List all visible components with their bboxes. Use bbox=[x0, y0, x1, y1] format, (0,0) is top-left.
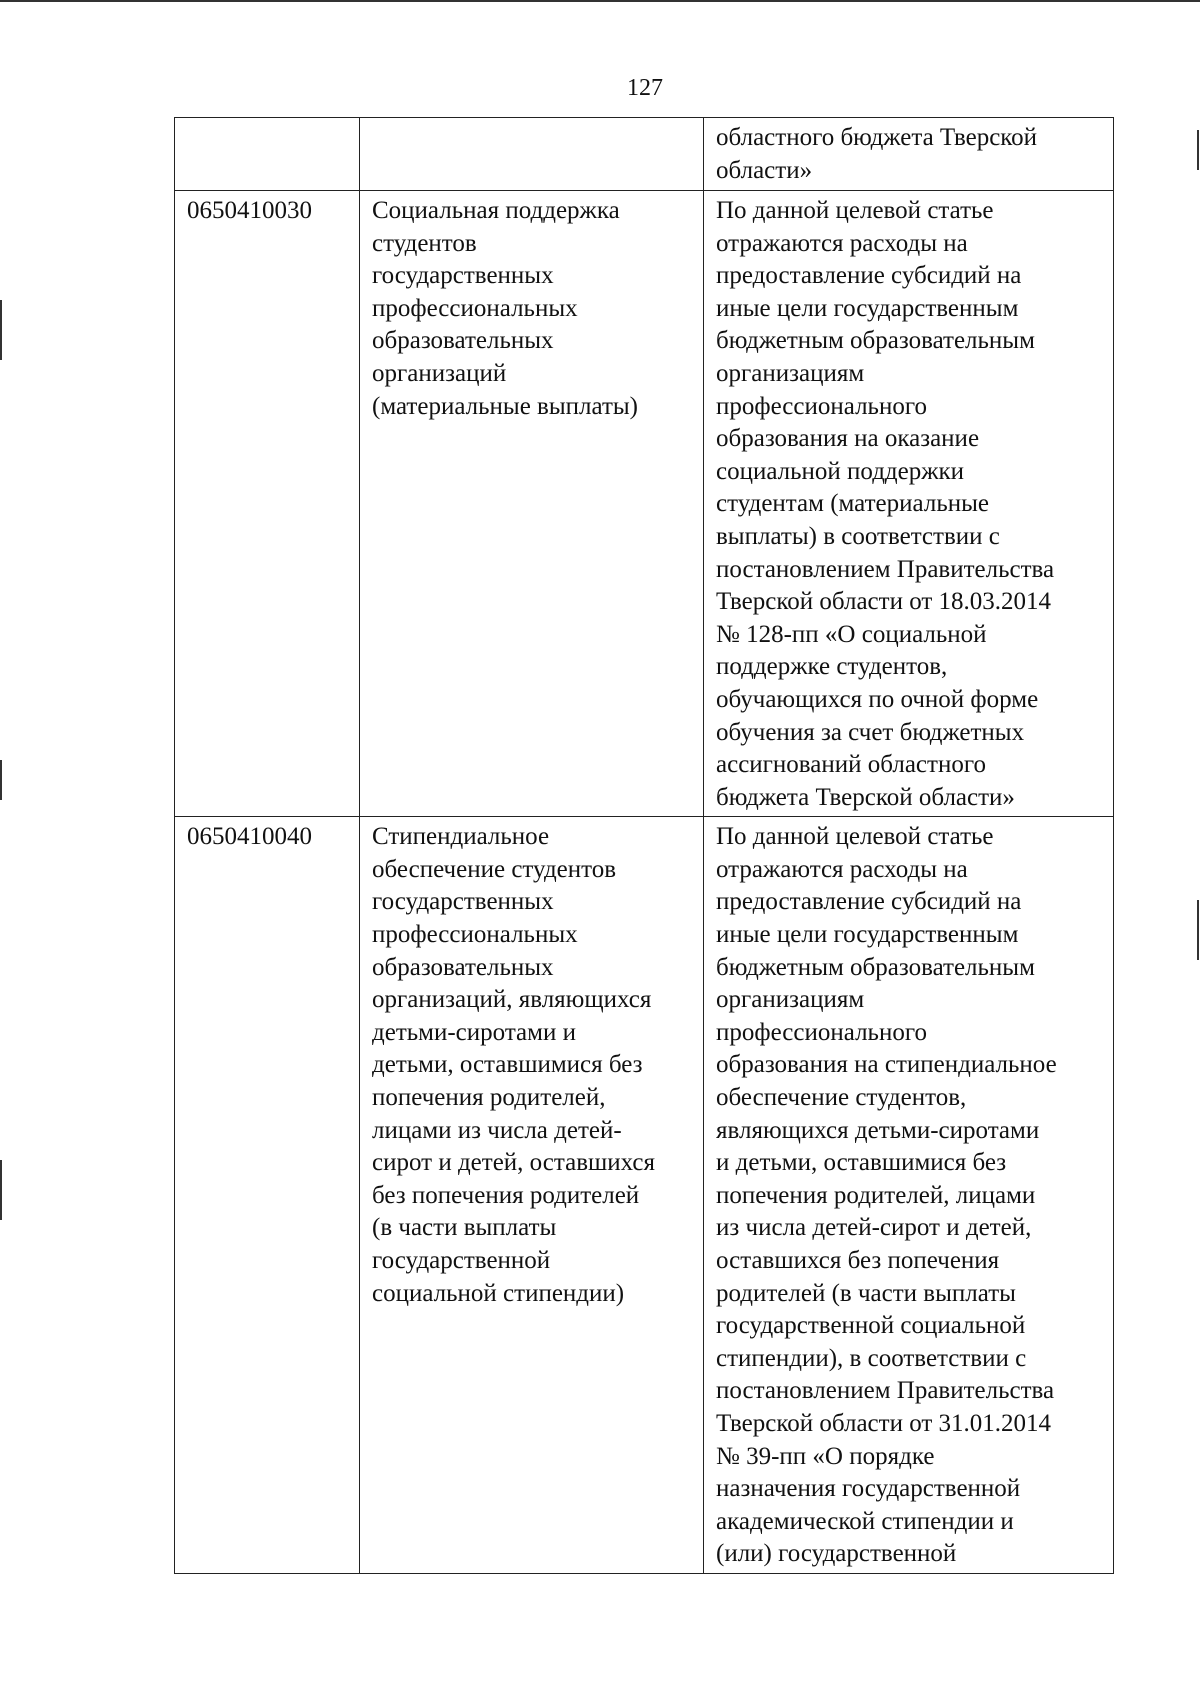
description-line: отражаются расходы на bbox=[716, 229, 968, 257]
description-line: предоставление субсидий на bbox=[716, 262, 1022, 290]
description-line: Тверской области от 31.01.2014 bbox=[716, 1409, 1052, 1437]
description-line: постановлением Правительства bbox=[716, 555, 1055, 583]
description-line: (или) государственной bbox=[716, 1540, 957, 1568]
description-line: организациям bbox=[716, 986, 865, 1014]
description-line: областного бюджета Тверской bbox=[716, 124, 1038, 151]
name-line: организаций, являющихся bbox=[372, 986, 652, 1014]
description-cell bbox=[704, 118, 1114, 191]
description-line: бюджетным образовательным bbox=[716, 327, 1035, 355]
description-line: постановлением Правительства bbox=[716, 1377, 1055, 1405]
description-line: иные цели государственным bbox=[716, 294, 1019, 322]
name-line: попечения родителей, bbox=[372, 1084, 606, 1112]
description-line: стипендии), в соответствии с bbox=[716, 1344, 1027, 1372]
description-line: области» bbox=[716, 156, 813, 184]
name-line: (материальные выплаты) bbox=[372, 392, 638, 420]
description-line: обеспечение студентов, bbox=[716, 1084, 967, 1112]
name-line: образовательных bbox=[372, 953, 554, 981]
description-line: родителей (в части выплаты bbox=[716, 1279, 1016, 1307]
table-row bbox=[175, 118, 1114, 191]
name-line: обеспечение студентов bbox=[372, 855, 617, 883]
table-body bbox=[175, 118, 1114, 1574]
description-line: ассигнований областного bbox=[716, 751, 986, 779]
description-line: № 39-пп «О порядке bbox=[716, 1442, 935, 1470]
name-line: профессиональных bbox=[372, 921, 578, 949]
name-line: государственной bbox=[372, 1247, 551, 1274]
name-line: студентов bbox=[372, 229, 477, 257]
name-line: (в части выплаты bbox=[372, 1214, 557, 1242]
description-line: отражаются расходы на bbox=[716, 855, 968, 883]
description-line: профессионального bbox=[716, 392, 927, 420]
description-line: бюджетным образовательным bbox=[716, 953, 1035, 981]
description-line: профессионального bbox=[716, 1018, 927, 1046]
page-number: 127 bbox=[627, 75, 663, 101]
description-line: иные цели государственным bbox=[716, 921, 1019, 949]
name-line: организаций bbox=[372, 359, 507, 387]
name-line: лицами из числа детей- bbox=[372, 1116, 622, 1144]
scan-edge-mark bbox=[1197, 900, 1199, 960]
scan-edge-mark bbox=[1197, 130, 1199, 170]
code-cell: 0650410040 bbox=[175, 817, 360, 1574]
name-line: профессиональных bbox=[372, 294, 578, 322]
scan-edge-mark bbox=[0, 760, 2, 800]
description-line: образования на оказание bbox=[716, 425, 980, 453]
description-line: образования на стипендиальное bbox=[716, 1051, 1057, 1079]
description-line: академической стипендии и bbox=[716, 1507, 1014, 1535]
description-cell bbox=[704, 817, 1114, 1574]
description-line: организациям bbox=[716, 359, 865, 387]
scan-edge-mark bbox=[0, 300, 2, 360]
description-line: По данной целевой статье bbox=[716, 197, 994, 224]
name-line: государственных bbox=[372, 262, 554, 290]
description-line: назначения государственной bbox=[716, 1475, 1021, 1503]
description-line: По данной целевой статье bbox=[716, 823, 994, 851]
name-line: социальной стипендии) bbox=[372, 1279, 625, 1307]
code-cell: 0650410030 bbox=[175, 191, 360, 817]
name-line: Стипендиальное bbox=[372, 823, 550, 851]
name-line: сирот и детей, оставшихся bbox=[372, 1149, 656, 1177]
description-line: оставшихся без попечения bbox=[716, 1247, 1000, 1274]
description-line: и детьми, оставшимися без bbox=[716, 1149, 1007, 1177]
name-line: образовательных bbox=[372, 327, 554, 355]
name-line: Социальная поддержка bbox=[372, 197, 620, 224]
description-line: являющихся детьми-сиротами bbox=[716, 1116, 1040, 1144]
description-line: студентам (материальные bbox=[716, 490, 989, 518]
description-line: государственной социальной bbox=[716, 1312, 1026, 1340]
name-line: без попечения родителей bbox=[372, 1181, 640, 1209]
name-line: детьми-сиротами и bbox=[372, 1018, 576, 1046]
description-line: социальной поддержки bbox=[716, 457, 965, 485]
name-cell bbox=[360, 191, 704, 817]
description-line: поддержке студентов, bbox=[716, 653, 948, 681]
name-cell bbox=[360, 817, 704, 1574]
code-cell bbox=[175, 118, 360, 191]
description-line: № 128-пп «О социальной bbox=[716, 620, 987, 648]
description-line: обучающихся по очной форме bbox=[716, 685, 1039, 713]
description-line: предоставление субсидий на bbox=[716, 888, 1022, 916]
description-line: бюджета Тверской области» bbox=[716, 783, 1015, 811]
table-row bbox=[175, 817, 1114, 1574]
table-row bbox=[175, 191, 1114, 817]
scan-edge-mark bbox=[0, 1160, 2, 1220]
description-cell bbox=[704, 191, 1114, 817]
name-line: детьми, оставшимися без bbox=[372, 1051, 643, 1079]
budget-classification-table bbox=[174, 117, 1114, 1574]
description-line: попечения родителей, лицами bbox=[716, 1181, 1036, 1209]
description-line: из числа детей-сирот и детей, bbox=[716, 1214, 1032, 1242]
scan-edge-mark bbox=[0, 0, 1200, 2]
description-line: выплаты) в соответствии с bbox=[716, 522, 1000, 550]
description-line: обучения за счет бюджетных bbox=[716, 718, 1025, 746]
name-line: государственных bbox=[372, 888, 554, 916]
description-line: Тверской области от 18.03.2014 bbox=[716, 588, 1052, 616]
name-cell bbox=[360, 118, 704, 191]
